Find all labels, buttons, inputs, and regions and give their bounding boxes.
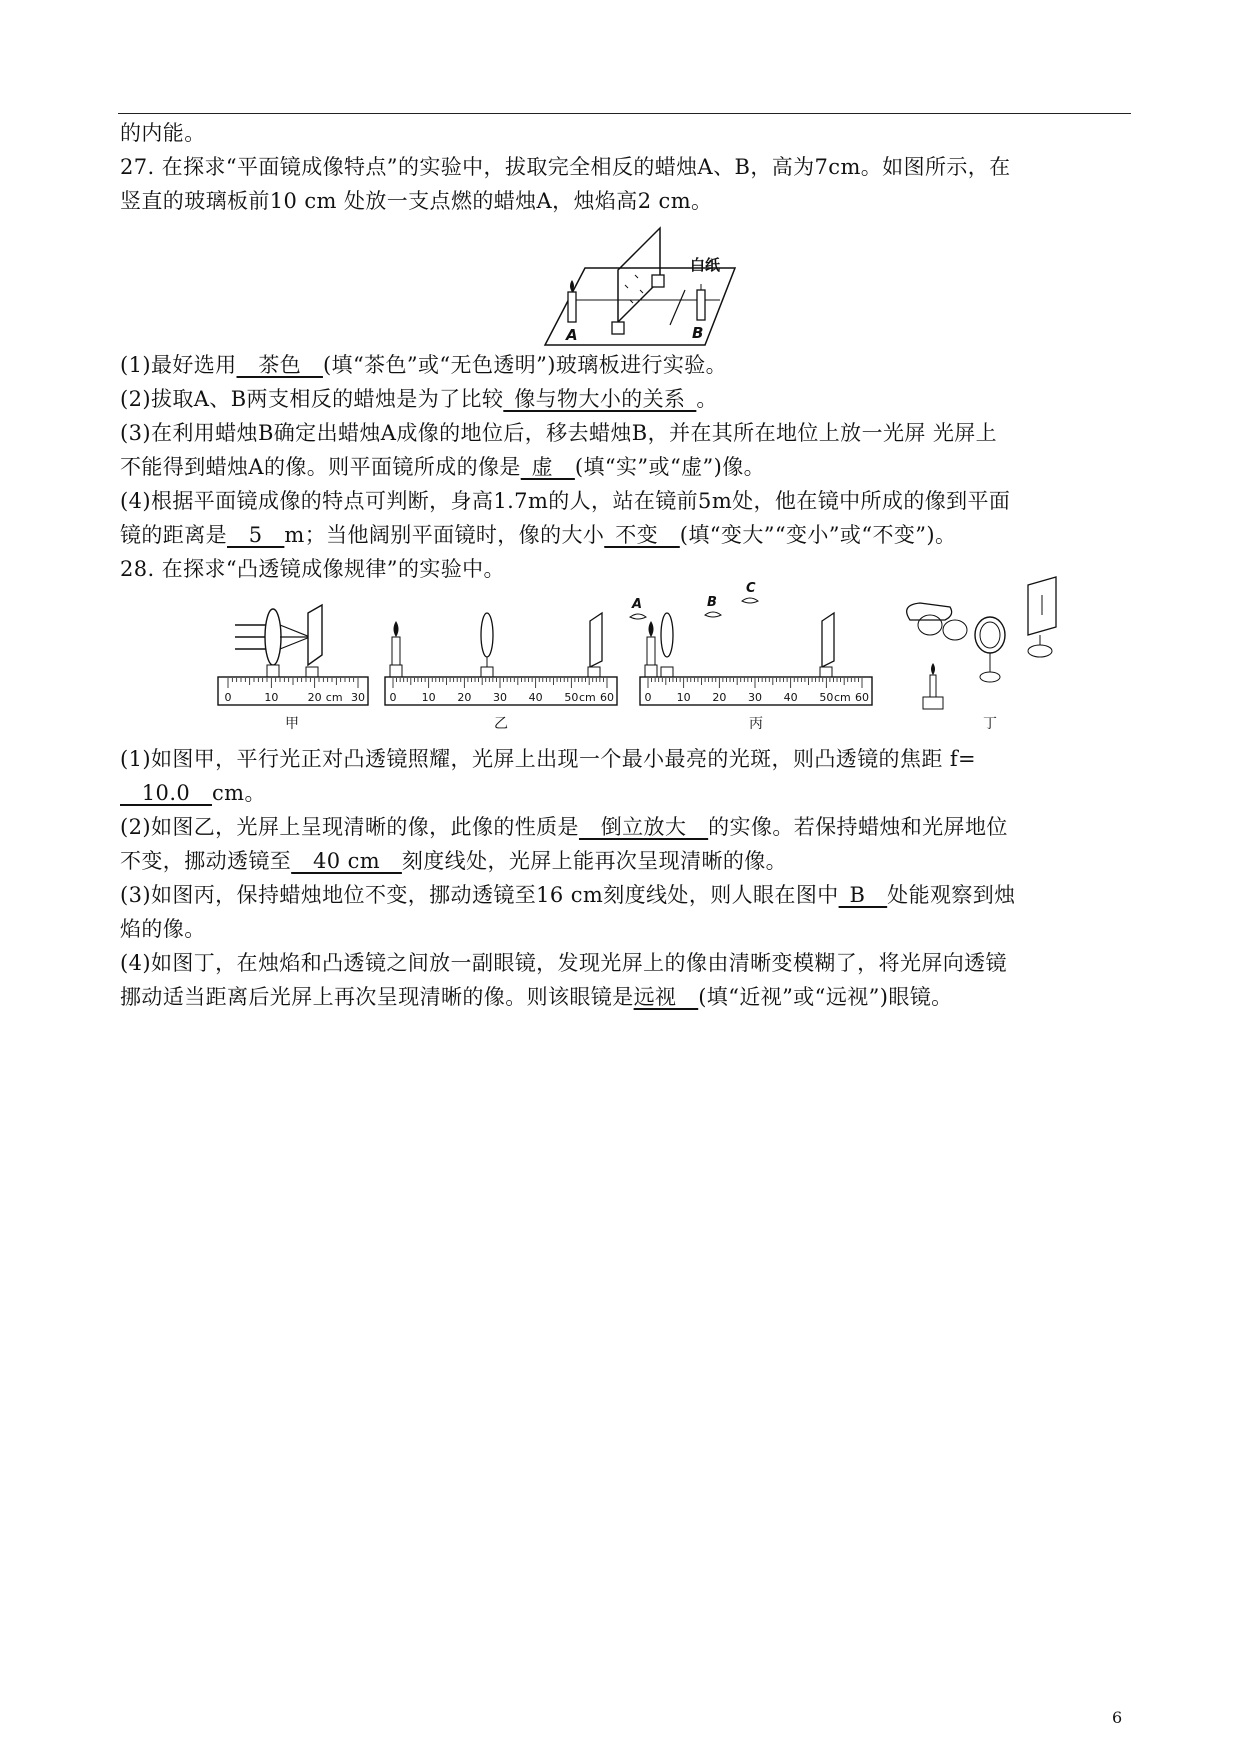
ruler-tick-label: 50 bbox=[819, 691, 834, 704]
ruler-tick-label: 30 bbox=[493, 691, 507, 704]
text-segment: (3)如图丙，保持蜡烛地位不变，挪动透镜至16 cm刻度线处，则人眼在图中 bbox=[120, 883, 839, 907]
text-line bbox=[120, 384, 1132, 414]
caption-yi: 乙 bbox=[494, 716, 508, 732]
candle-b-label: B bbox=[692, 324, 704, 342]
caption-bing: 丙 bbox=[749, 716, 763, 732]
text-segment: (3)在利用蜡烛B确定出蜡烛A成像的地位后，移去蜡烛B，并在其所在地位上放一光屏 光屏上 bbox=[120, 421, 998, 445]
text-line bbox=[120, 812, 1132, 842]
text-line bbox=[120, 152, 1132, 182]
text-segment: (填“茶色”或“无色透明”)玻璃板进行实验。 bbox=[322, 353, 728, 377]
text-line bbox=[120, 914, 1132, 944]
text-line bbox=[120, 418, 1132, 448]
text-line bbox=[120, 520, 1132, 550]
text-line bbox=[120, 778, 1132, 808]
ruler-tick-label: 60 bbox=[855, 691, 869, 704]
text-segment: 28. 在探求“凸透镜成像规律”的实验中。 bbox=[120, 557, 505, 581]
ruler-tick-label: cm bbox=[834, 691, 851, 704]
text-segment: (2)如图乙，光屏上呈现清晰的像，此像的性质是 bbox=[120, 815, 579, 839]
text-segment: (填“实”或“虚”)像。 bbox=[574, 455, 766, 479]
ruler-tick-label: 20 bbox=[307, 691, 322, 704]
caption-jia: 甲 bbox=[285, 716, 299, 732]
paper-label: 白纸 bbox=[690, 256, 721, 274]
text-segment: (4)根据平面镜成像的特点可判断，身高1.7m的人，站在镜前5m处，他在镜中所成的像到平面 bbox=[120, 489, 1011, 513]
ruler-tick-label: 60 bbox=[600, 691, 614, 704]
answer-blank: __40 cm__ bbox=[291, 849, 402, 873]
ruler-tick-label: 10 bbox=[676, 691, 691, 704]
diagram-bing bbox=[630, 598, 872, 705]
text-segment: 刻度线处，光屏上能再次呈现清晰的像。 bbox=[401, 849, 788, 873]
text-line bbox=[120, 982, 1132, 1012]
text-line bbox=[120, 186, 1132, 216]
candle-a-label: A bbox=[566, 326, 578, 344]
ruler-tick-label: cm bbox=[579, 691, 596, 704]
answer-blank: __10.0__ bbox=[120, 781, 212, 805]
ruler-tick-label: 0 bbox=[644, 691, 652, 704]
ruler-tick-label: 20 bbox=[712, 691, 727, 704]
answer-blank: _B__ bbox=[838, 883, 888, 907]
text-segment: (填“变大”“变小”或“不变”)。 bbox=[679, 523, 957, 547]
text-segment: 27. 在探求“平面镜成像特点”的实验中，拔取完全相反的蜡烛A、B，高为7cm。如图所示，在 bbox=[120, 155, 1011, 179]
text-segment: 。 bbox=[696, 387, 718, 411]
text-line bbox=[120, 118, 1132, 148]
caption-ding: 丁 bbox=[983, 716, 997, 732]
ruler-tick-label: cm bbox=[325, 691, 343, 704]
figure-convex-lens bbox=[210, 575, 1090, 735]
eye-label-a: A bbox=[632, 597, 643, 612]
ruler-tick-label: 20 bbox=[457, 691, 472, 704]
header-rule bbox=[118, 113, 1131, 114]
text-line bbox=[120, 350, 1132, 380]
answer-blank: __倒立放大__ bbox=[578, 815, 709, 839]
text-segment: (填“近视”或“远视”)眼镜。 bbox=[698, 985, 953, 1009]
text-line bbox=[120, 486, 1132, 516]
text-segment: (4)如图丁，在烛焰和凸透镜之间放一副眼镜，发现光屏上的像由清晰变模糊了，将光屏向透镜 bbox=[120, 951, 1007, 975]
eye-label-c: C bbox=[746, 581, 756, 596]
answer-blank: __5__ bbox=[227, 523, 285, 547]
ruler-tick-label: 50 bbox=[564, 691, 579, 704]
text-segment: 挪动适当距离后光屏上再次呈现清晰的像。则该眼镜是 bbox=[120, 985, 634, 1009]
text-line bbox=[120, 452, 1132, 482]
page-number: 6 bbox=[1112, 1708, 1123, 1727]
answer-blank: _不变__ bbox=[604, 523, 680, 547]
ruler-tick-label: 40 bbox=[528, 691, 543, 704]
text-segment: 竖直的玻璃板前10 cm 处放一支点燃的蜡烛A，烛焰高2 cm。 bbox=[120, 189, 713, 213]
eye-label-b: B bbox=[707, 595, 717, 610]
ruler-tick-label: 30 bbox=[748, 691, 762, 704]
text-segment: cm。 bbox=[211, 781, 266, 805]
ruler-tick-label: 0 bbox=[389, 691, 397, 704]
ruler-tick-label: 30 bbox=[351, 691, 365, 704]
text-segment: (1)最好选用 bbox=[120, 353, 237, 377]
answer-blank: _虚__ bbox=[520, 455, 575, 479]
figure-plane-mirror bbox=[540, 220, 740, 350]
text-line bbox=[120, 948, 1132, 978]
text-line bbox=[120, 744, 1132, 774]
answer-blank: _像与物大小的关系_ bbox=[503, 387, 697, 411]
text-line bbox=[120, 880, 1132, 910]
text-segment: 不变，挪动透镜至 bbox=[120, 849, 292, 873]
text-segment: 不能得到蜡烛A的像。则平面镜所成的像是 bbox=[120, 455, 521, 479]
text-segment: (1)如图甲，平行光正对凸透镜照耀，光屏上出现一个最小最亮的光斑，则凸透镜的焦距 f= bbox=[120, 747, 976, 771]
ruler-tick-label: 40 bbox=[783, 691, 798, 704]
text-segment: m；当他阔别平面镜时，像的大小 bbox=[284, 523, 605, 547]
diagram-ding bbox=[907, 577, 1056, 709]
text-segment: (2)拔取A、B两支相反的蜡烛是为了比较 bbox=[120, 387, 504, 411]
diagram-jia bbox=[218, 605, 368, 705]
text-segment: 的内能。 bbox=[120, 121, 206, 145]
answer-blank: 远视__ bbox=[633, 985, 699, 1009]
text-segment: 镜的距离是 bbox=[120, 523, 227, 547]
text-line bbox=[120, 846, 1132, 876]
text-segment: 处能观察到烛 bbox=[887, 883, 1016, 907]
ruler-tick-label: 0 bbox=[224, 691, 232, 704]
ruler-tick-label: 10 bbox=[264, 691, 279, 704]
answer-blank: __茶色__ bbox=[236, 353, 323, 377]
text-segment: 的实像。若保持蜡烛和光屏地位 bbox=[708, 815, 1008, 839]
ruler-tick-label: 10 bbox=[421, 691, 436, 704]
text-segment: 焰的像。 bbox=[120, 917, 206, 941]
